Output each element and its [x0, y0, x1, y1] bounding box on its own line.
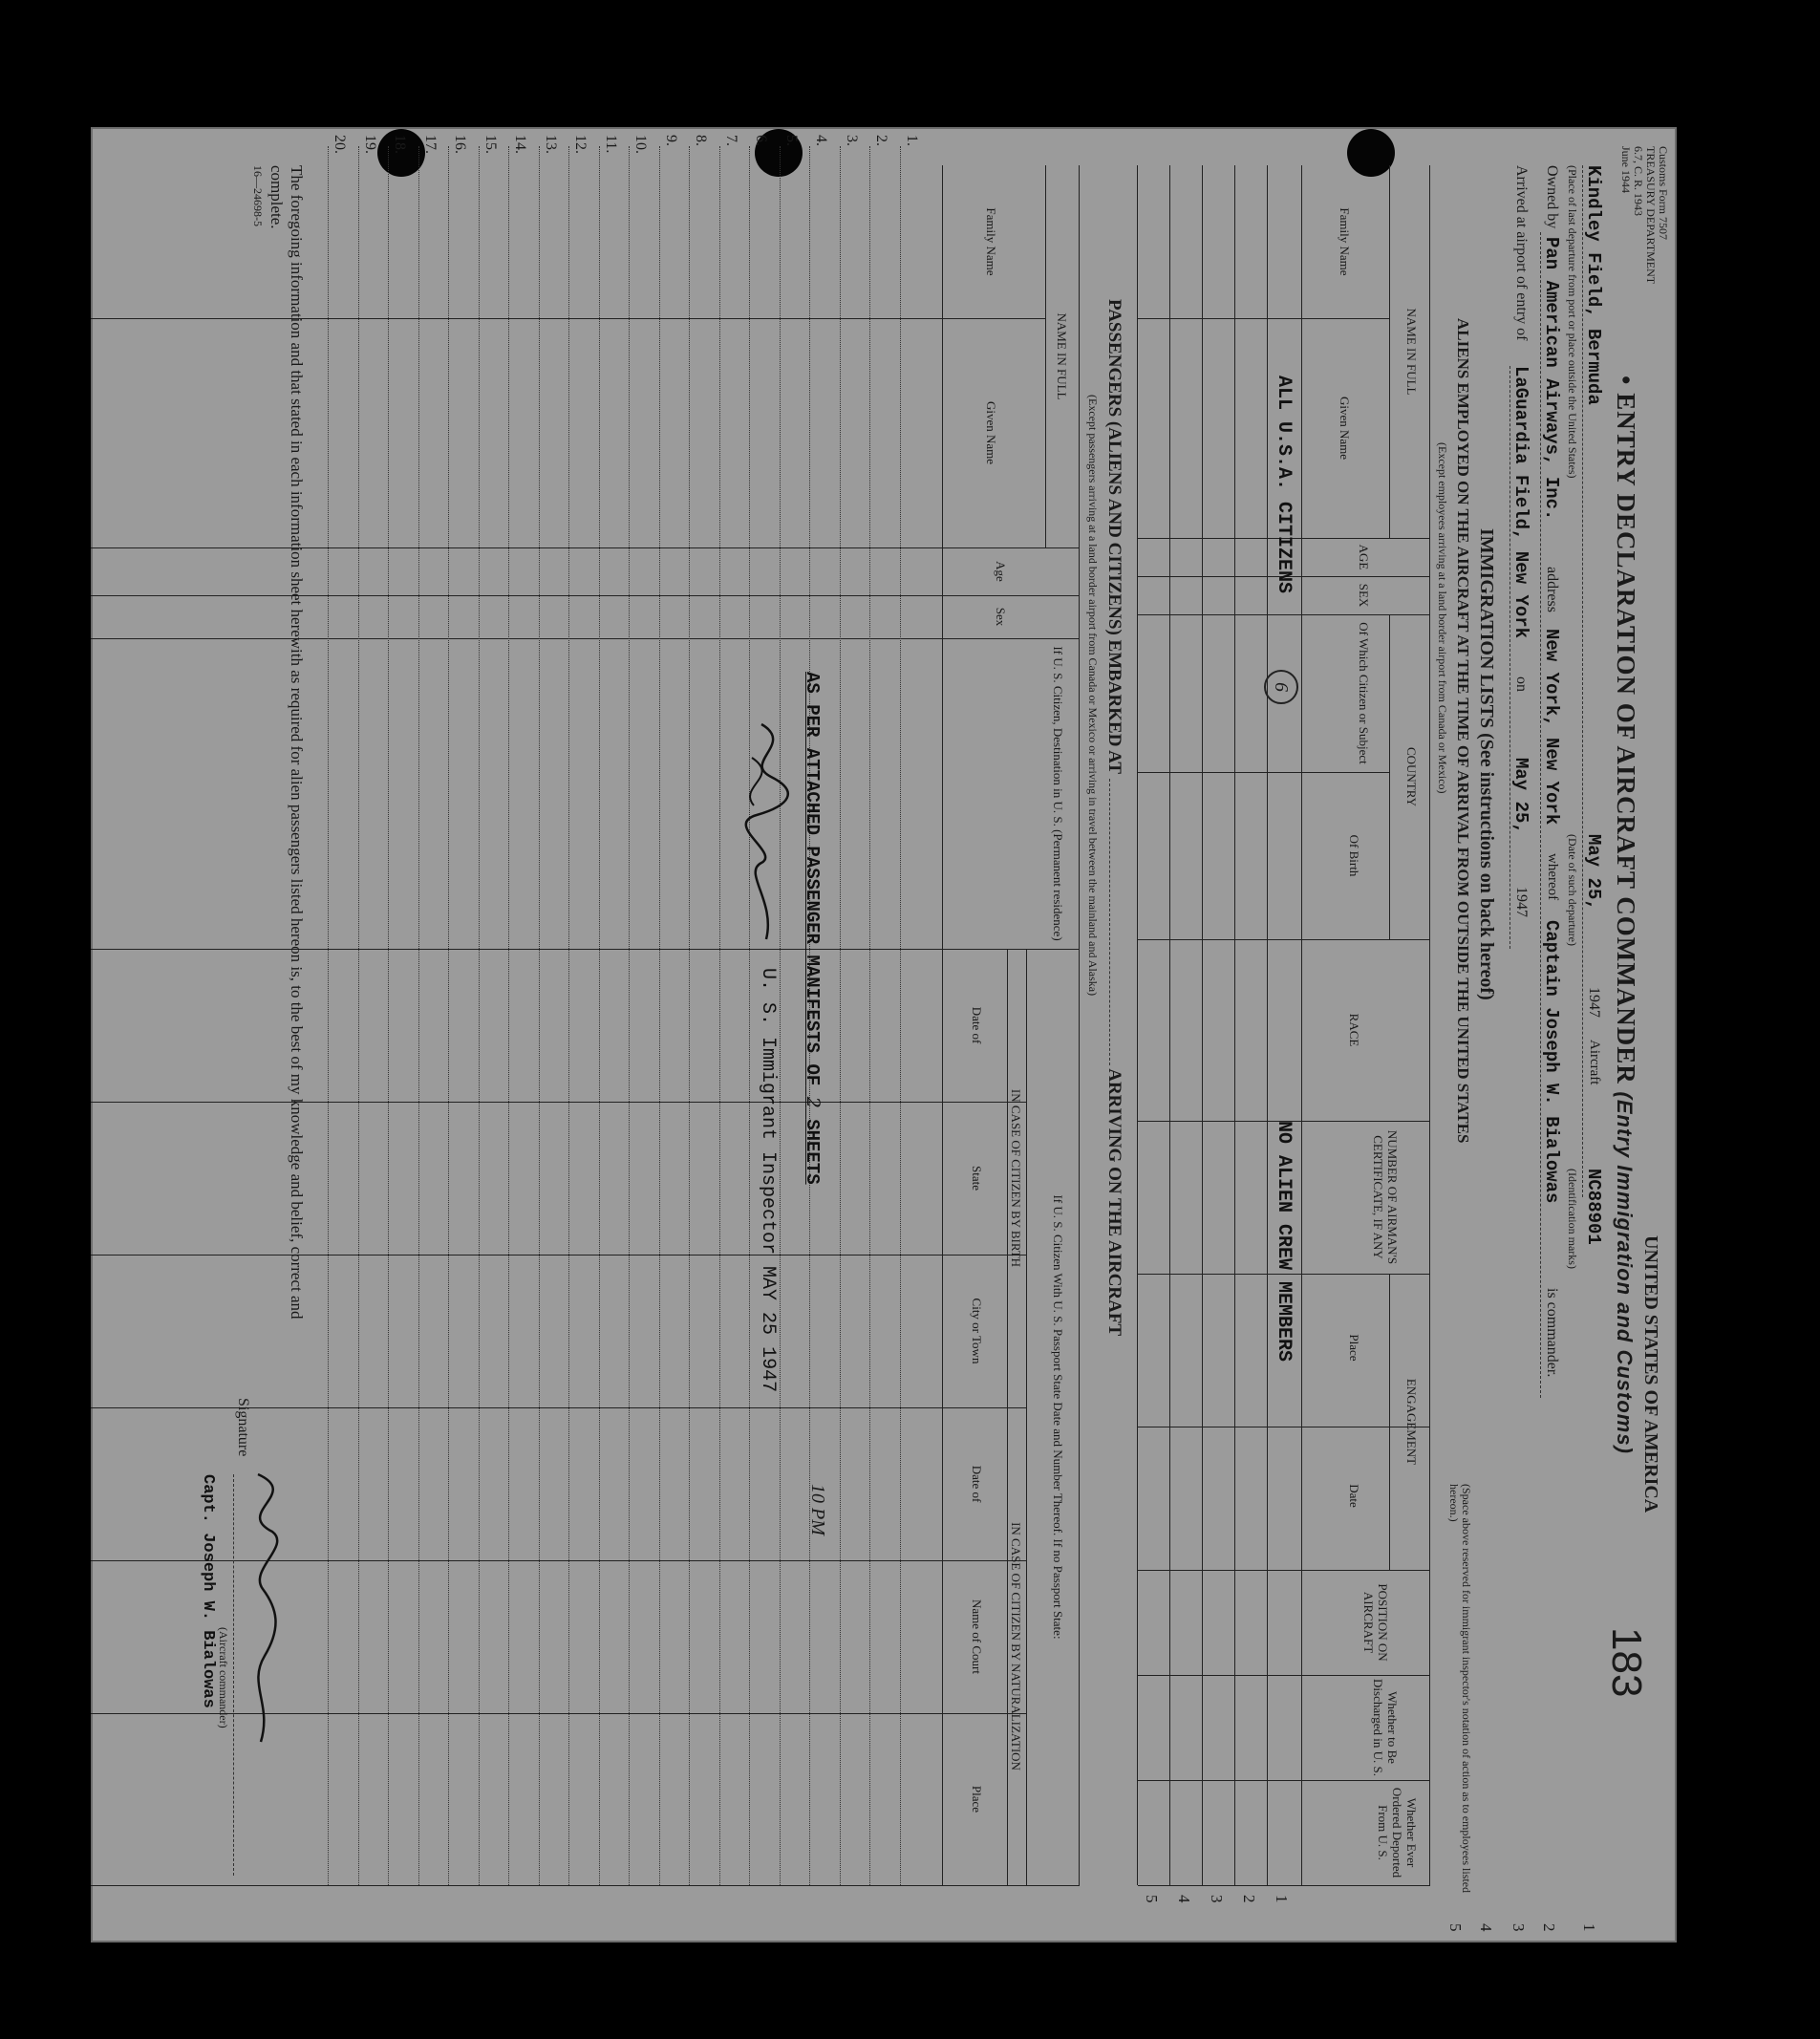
pax-header-nat-date: Date of: [970, 1465, 984, 1503]
passenger-row-rule: [329, 146, 330, 1885]
passenger-row-rule: [690, 146, 691, 1885]
date-caption: (Date of such departure): [1566, 834, 1579, 946]
passenger-row-number: 20.: [332, 135, 349, 154]
inspector-stamp: U. S. Immigrant Inspector MAY 25 1947: [757, 968, 779, 1393]
passenger-row-rule: [449, 146, 450, 1885]
immigration-heading: IMMIGRATION LISTS (See instructions on back hereof): [1476, 528, 1497, 1000]
form-title: • ENTRY DECLARATION OF AIRCRAFT COMMANDER (Entry Immigration and Customs): [1612, 376, 1640, 1454]
form-meta: Customs Form 7507 TREASURY DEPARTMENT 6.7, C. R. 1943 June 1944: [1619, 146, 1670, 285]
reserved-note: (Space above reserved for immigrant inspector's notation of action as to employees listed hereon.): [1447, 1484, 1473, 1894]
passenger-row-number: 7.: [723, 135, 739, 146]
passenger-row-rule: [659, 146, 660, 1885]
arrival-date: May 25,: [1510, 758, 1531, 834]
pax-header-passport: If U. S. Citizen With U. S. Passport State Date and Number Thereof. If no Passport State:: [1051, 1194, 1065, 1640]
crew-header-sex: SEX: [1357, 583, 1371, 608]
aircraft-id: NC88901: [1583, 1169, 1604, 1245]
print-code: 16—24698-5: [251, 165, 265, 226]
passenger-row-number: 15.: [482, 135, 499, 154]
pax-header-given: Given Name: [984, 400, 998, 465]
address: New York, New York: [1541, 629, 1562, 826]
commander: Captain Joseph W. Bialowas: [1541, 920, 1562, 1204]
crew-header-given: Given Name: [1338, 396, 1352, 461]
passenger-row-number: 17.: [422, 135, 439, 154]
address-label: address: [1544, 567, 1560, 612]
passenger-row-number: 18.: [392, 135, 409, 154]
document-page: [91, 127, 1677, 1942]
crew-entry: ALL U.S.A. CITIZENS: [1273, 376, 1295, 594]
pax-header-court: Name of Court: [970, 1599, 984, 1674]
rotated-form: Customs Form 7507 TREASURY DEPARTMENT 6.7, C. R. 1943 June 1944 UNITED STATES OF AMERICA • ENTRY DECLARATION OF AIRCRAFT COMMANDER (Entry Immigration and Customs) 183 Kindley Field, Bermuda May 25, 1947 Aircraft NC88901 (Place of last departure from port or place outside the United States) (Date of such departure) (Identification marks) 1 Owned by Pan American Airways, Inc. address New York, New York whereof Captain Joseph W. Bialowas is commander. 2 Arrived at airport of entry of LaGuardia Field, New York on May 25, 1947 3 4 IMMIGRATION LISTS (See instructions on back hereof) ALIENS EMPLOYED ON THE AIRCRAFT AT THE TIME OF ARRIVAL FROM OUTSIDE THE UNITED STATES (Except employees arriving at a land border airport from Canada or Mexico) (Space above reserved for immigrant inspector's notation of action as to employees listed hereon.) 5 NAME IN FULL Family Name Given Name AGE SEX COUNTRY Of Which Citizen or Subject Of Birth RACE NUMBER OF AIRMAN'S CERTIFICATE, IF ANY ENGAGEMENT Place Date POSITION ON AIRCRAFT Whether to Be Discharged in U. S. Whether Ever Ordered Deported From U. S. ALL U.S.A. CITIZENS 6 NO ALIEN CREW MEMBERS 1 2 3 4 5 PASSENGERS (ALIENS AND CITIZENS) EMBARKED AT ARRIVING ON THE AIRCRAFT (Except passengers arriving at a land border airport from Canada or Mexico or arriving in travel between the mainland and Alaska) NAME IN FULL Family Name Given Name Age Sex If U. S. Citizen, Destination in U. S. (Permanent residence) If U. S. Citizen With U. S. Passport State Date and Number Thereof. If no Passport State: IN CASE OF CITIZEN BY BIRTH IN CASE OF CITIZEN BY NATURALIZATION Date of State City or Town Date of Name of Court Place 1. 2. 3. 4. 5. 6. 7. 8. 9. 10. 11. 12. 13. 14. 15. 16. 17. 18. 19. 20. AS PER ATTACHED PASSENGER MANIFESTS OF 2 SHEETS 10 PM U. S. Immigrant Inspector MAY 25 1947 The foregoing information and that stated in each information sheet herewith as required for alien passengers listed hereon is, to the best of my knowledge and belief, correct and complete. 16—24698-5 Signature (Aircraft commander) Capt. Joseph W. Bialowas: [91, 127, 1677, 1942]
crew-header-age: AGE: [1357, 544, 1371, 570]
signature-label: Signature: [235, 1398, 251, 1457]
passengers-except: (Except passengers arriving at a land border airport from Canada or Mexico or arriving in travel between the mainland and Alaska): [1086, 395, 1100, 997]
pax-header-sex: Sex: [994, 607, 1008, 627]
aircraft-label: Aircraft: [1587, 1040, 1602, 1085]
commander-suffix: is commander.: [1544, 1288, 1560, 1378]
signature-caption: (Aircraft commander): [217, 1627, 230, 1728]
pax-header-by-naturalization: IN CASE OF CITIZEN BY NATURALIZATION: [1009, 1522, 1023, 1771]
passenger-row-number: 8.: [693, 135, 710, 146]
pax-header-city: City or Town: [970, 1298, 984, 1364]
certification-text-2: complete.: [268, 165, 286, 229]
owned-by-label: Owned by: [1544, 165, 1560, 229]
pax-header-name: NAME IN FULL: [1055, 312, 1069, 400]
pax-header-place: Place: [970, 1785, 984, 1814]
crew-note: NO ALIEN CREW MEMBERS: [1273, 1121, 1295, 1363]
inspector-signature: [733, 719, 800, 949]
manifest-stamp: AS PER ATTACHED PASSENGER MANIFESTS OF 2 SHEETS: [802, 672, 824, 1185]
signer: Capt. Joseph W. Bialowas: [199, 1474, 217, 1708]
passenger-row-number: 5.: [783, 135, 800, 146]
passenger-row-number: 12.: [572, 135, 589, 154]
crew-header-citizen: Of Which Citizen or Subject: [1357, 622, 1371, 764]
crew-header-cert: NUMBER OF AIRMAN'S CERTIFICATE, IF ANY: [1371, 1129, 1400, 1265]
passengers-heading: PASSENGERS (ALIENS AND CITIZENS) EMBARKED AT ARRIVING ON THE AIRCRAFT: [1104, 299, 1124, 1337]
passenger-row-rule: [389, 146, 390, 1885]
crew-header-discharged: Whether to Be Discharged in U. S.: [1371, 1679, 1400, 1776]
departure-date: May 25,: [1583, 834, 1604, 911]
passenger-row-rule: [569, 146, 570, 1885]
departure-caption: (Place of last departure from port or place outside the United States): [1566, 165, 1579, 479]
passenger-row-rule: [479, 146, 480, 1885]
crew-header-name: NAME IN FULL: [1404, 308, 1419, 396]
crew-header-race: RACE: [1347, 1013, 1361, 1047]
passenger-row-rule: [900, 146, 901, 1885]
doc-number: 183: [1603, 1627, 1650, 1698]
time-note: 10 PM: [807, 1484, 828, 1535]
passenger-row-number: 11.: [603, 135, 619, 154]
passenger-row-number: 13.: [543, 135, 559, 154]
arrival-airport: LaGuardia Field, New York: [1510, 366, 1531, 639]
pax-header-family: Family Name: [984, 207, 998, 276]
form-title-sub: (Entry Immigration and Customs): [1613, 1091, 1637, 1454]
passenger-row-rule: [539, 146, 540, 1885]
arrival-year: 1947: [1513, 887, 1530, 917]
crew-count: 6: [1264, 670, 1298, 704]
id-caption: (Identification marks): [1566, 1169, 1579, 1269]
pax-header-destination: If U. S. Citizen, Destination in U. S. (Permanent residence): [1051, 646, 1065, 941]
passenger-row-number: 14.: [512, 135, 529, 154]
passenger-row-rule: [630, 146, 631, 1885]
commander-signature: [234, 1465, 301, 1751]
pax-header-birth-date: Date of: [970, 1006, 984, 1044]
passenger-row-number: 4.: [813, 135, 830, 146]
passenger-row-rule: [509, 146, 510, 1885]
passenger-row-rule: [719, 146, 720, 1885]
pax-header-by-birth: IN CASE OF CITIZEN BY BIRTH: [1009, 1088, 1023, 1268]
country-title: UNITED STATES OF AMERICA: [1640, 1235, 1661, 1513]
crew-header-deported: Whether Ever Ordered Deported From U. S.: [1376, 1787, 1419, 1878]
year: 1947: [1586, 987, 1602, 1018]
pax-header-age: Age: [994, 561, 1008, 582]
passenger-row-number: 2.: [873, 135, 890, 146]
passenger-row-number: 1.: [904, 135, 920, 146]
pax-header-state: State: [970, 1166, 984, 1191]
whereof-label: whereof: [1545, 853, 1560, 901]
crew-header-engagement: ENGAGEMENT: [1404, 1378, 1419, 1466]
passenger-row-rule: [418, 146, 419, 1885]
crew-header-country: COUNTRY: [1404, 746, 1419, 807]
crew-header-family: Family Name: [1338, 207, 1352, 276]
crew-header-birth: Of Birth: [1347, 834, 1361, 877]
immigration-subheading: ALIENS EMPLOYED ON THE AIRCRAFT AT THE TIME OF ARRIVAL FROM OUTSIDE THE UNITED STATES: [1454, 318, 1472, 1144]
passenger-row-number: 3.: [844, 135, 860, 146]
crew-header-place: Place: [1347, 1334, 1361, 1362]
passenger-row-number: 6.: [753, 135, 770, 146]
passenger-row-rule: [840, 146, 841, 1885]
passenger-row-rule: [750, 146, 751, 1885]
passenger-row-number: 19.: [362, 135, 378, 154]
crew-header-date: Date: [1347, 1484, 1361, 1508]
passenger-row-rule: [358, 146, 359, 1885]
on-label: on: [1513, 676, 1530, 692]
crew-header-position: POSITION ON AIRCRAFT: [1361, 1583, 1390, 1662]
certification-text: The foregoing information and that stated in each information sheet herewith as required for alien passengers listed hereon is, to the best of my knowledge and belief, correct and: [288, 165, 306, 1320]
passenger-row-number: 16.: [452, 135, 469, 154]
passenger-row-rule: [599, 146, 600, 1885]
passenger-row-rule: [780, 146, 781, 1885]
owner: Pan American Airways, Inc.: [1541, 237, 1562, 521]
form-title-main: ENTRY DECLARATION OF AIRCRAFT COMMANDER: [1612, 393, 1640, 1084]
passenger-row-number: 10.: [632, 135, 650, 154]
arrived-label: Arrived at airport of entry of: [1513, 165, 1530, 341]
passenger-row-rule: [870, 146, 871, 1885]
departure-place: Kindley Field, Bermuda: [1583, 165, 1604, 405]
passenger-row-number: 9.: [663, 135, 679, 146]
immigration-except: (Except employees arriving at a land border airport from Canada or Mexico): [1436, 442, 1449, 794]
